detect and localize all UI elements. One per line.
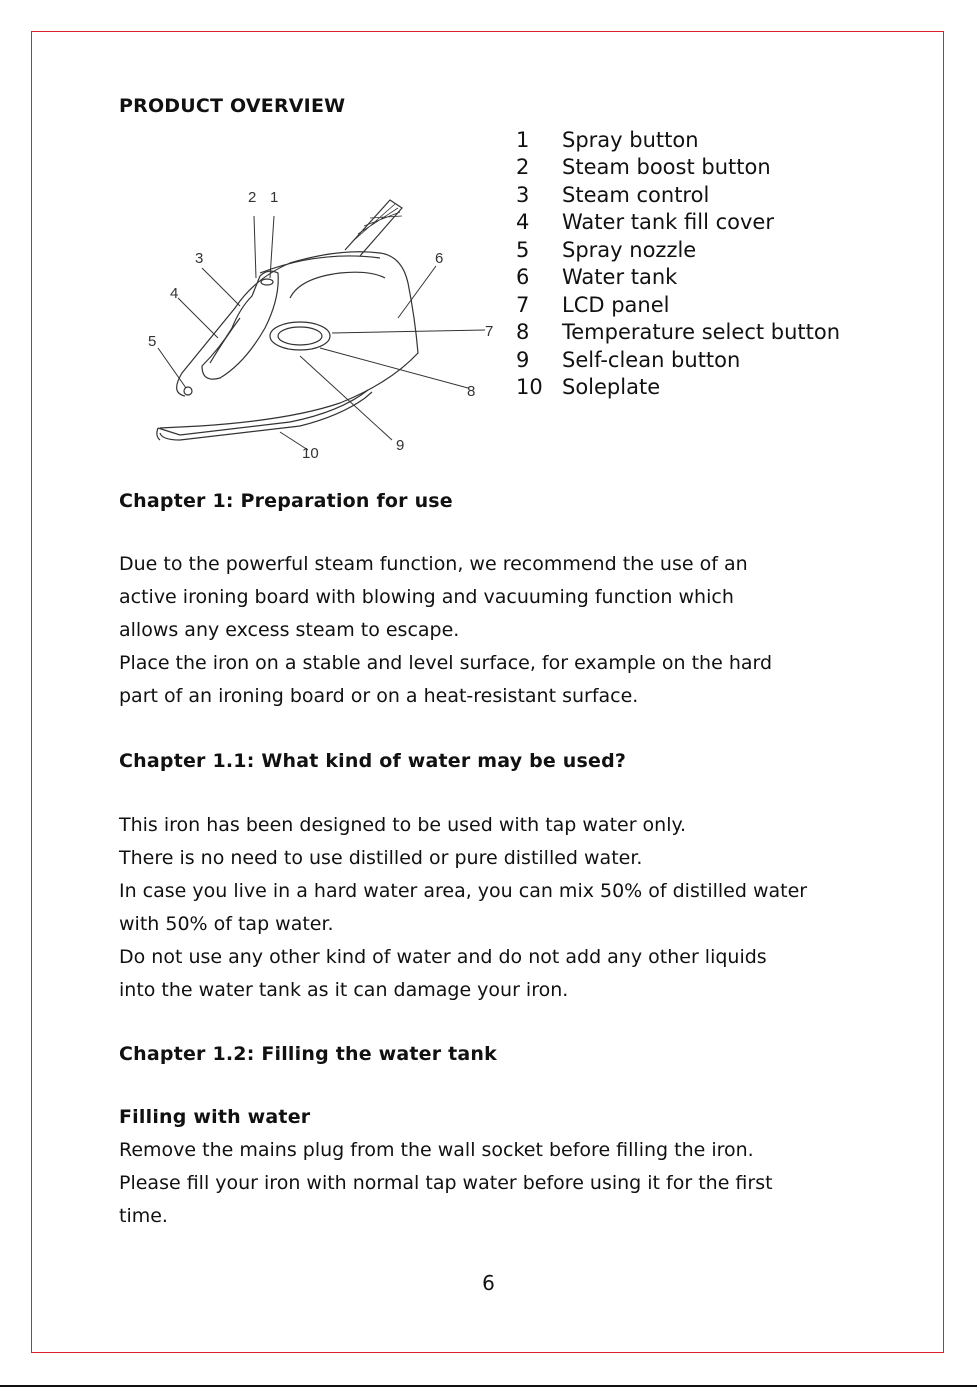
chapter-1-1-body — [119, 809, 807, 1007]
legend-label: Water tank — [562, 265, 678, 290]
legend-label: Spray nozzle — [562, 237, 697, 262]
legend-label: LCD panel — [562, 292, 670, 317]
paragraph-line: In case you live in a hard water area, you can mix 50% of distilled water — [119, 880, 808, 902]
chapter-1-2-heading: Chapter 1.2: Filling the water tank — [119, 1043, 497, 1065]
legend-item — [516, 291, 840, 319]
paragraph-line: Do not use any other kind of water and do not add any other liquids — [119, 946, 767, 968]
callout-9: 9 — [396, 437, 405, 454]
chapter-1-heading: Chapter 1: Preparation for use — [119, 490, 453, 512]
callout-5: 5 — [148, 333, 157, 350]
parts-legend — [516, 126, 840, 401]
callout-2: 2 — [248, 189, 257, 206]
legend-item — [516, 374, 840, 402]
legend-number: 6 — [516, 265, 530, 290]
paragraph-line: Due to the powerful steam function, we recommend the use of an — [119, 553, 748, 575]
legend-number: 3 — [516, 182, 530, 207]
chapter-1-1-heading: Chapter 1.1: What kind of water may be used? — [119, 750, 627, 772]
legend-item — [516, 154, 840, 182]
legend-number: 2 — [516, 155, 530, 180]
chapter-1-body — [119, 548, 772, 713]
page-number: 6 — [482, 1271, 495, 1295]
legend-label: Spray button — [562, 127, 699, 152]
chapter-1-2-body — [119, 1134, 773, 1233]
paragraph-line: Remove the mains plug from the wall socket before filling the iron. — [119, 1139, 754, 1161]
subheading-filling: Filling with water — [119, 1106, 311, 1128]
paragraph-line: time. — [119, 1205, 168, 1227]
paragraph-line: Please fill your iron with normal tap water before using it for the first — [119, 1172, 773, 1194]
legend-number: 5 — [516, 237, 530, 262]
iron-diagram — [140, 178, 510, 468]
legend-number: 1 — [516, 127, 530, 152]
paragraph-line: into the water tank as it can damage your iron. — [119, 979, 569, 1001]
legend-label: Soleplate — [562, 375, 661, 400]
legend-number: 8 — [516, 320, 530, 345]
legend-item — [516, 181, 840, 209]
legend-number: 9 — [516, 347, 530, 372]
paragraph-line: This iron has been designed to be used with tap water only. — [119, 814, 687, 836]
paragraph-line: allows any excess steam to escape. — [119, 619, 460, 641]
legend-number: 4 — [516, 210, 530, 235]
legend-number: 10 — [516, 375, 543, 400]
legend-item — [516, 346, 840, 374]
callout-10: 10 — [302, 445, 319, 462]
legend-item — [516, 319, 840, 347]
paragraph-line: with 50% of tap water. — [119, 913, 334, 935]
callout-8: 8 — [467, 383, 476, 400]
callout-1: 1 — [270, 189, 279, 206]
legend-label: Self-clean button — [562, 347, 741, 372]
legend-item — [516, 209, 840, 237]
legend-label: Temperature select button — [562, 320, 841, 345]
legend-label: Water tank fill cover — [562, 210, 774, 235]
paragraph-line: active ironing board with blowing and vacuuming function which — [119, 586, 734, 608]
legend-item — [516, 126, 840, 154]
legend-item — [516, 236, 840, 264]
callout-4: 4 — [170, 285, 179, 302]
callout-7: 7 — [485, 323, 494, 340]
legend-label: Steam boost button — [562, 155, 771, 180]
paragraph-line: There is no need to use distilled or pure distilled water. — [119, 847, 643, 869]
iron-illustration — [157, 200, 418, 440]
page-title: PRODUCT OVERVIEW — [119, 95, 346, 117]
callout-6: 6 — [435, 250, 444, 267]
paragraph-line: part of an ironing board or on a heat-resistant surface. — [119, 685, 639, 707]
legend-label: Steam control — [562, 182, 710, 207]
legend-item — [516, 264, 840, 292]
paragraph-line: Place the iron on a stable and level surface, for example on the hard — [119, 652, 773, 674]
callout-3: 3 — [195, 250, 204, 267]
legend-number: 7 — [516, 292, 530, 317]
